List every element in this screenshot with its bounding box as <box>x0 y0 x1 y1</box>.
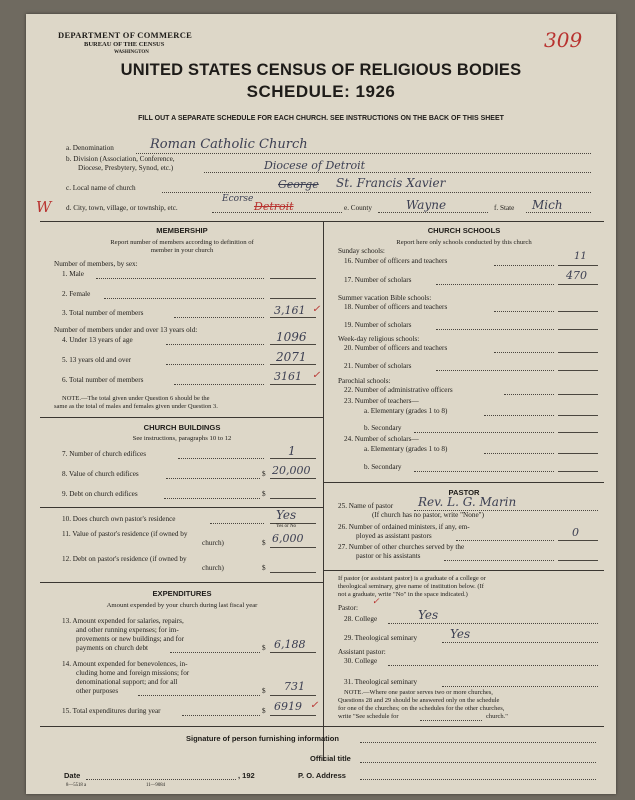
signature-label: Signature of person furnishing information <box>186 734 339 743</box>
education-note-1: If pastor (or assistant pastor) is a graduate of a college or <box>338 575 486 582</box>
q18-dots <box>494 311 554 312</box>
q24a-label: a. Elementary (grades 1 to 8) <box>364 445 448 453</box>
q9-label: 9. Debt on church edifices <box>62 490 138 498</box>
q26-dots <box>456 540 554 541</box>
q26-answer-line <box>558 540 598 541</box>
q6-check-icon: ✓ <box>312 370 321 381</box>
q5-answer-line <box>270 364 316 365</box>
q20-label: 20. Number of officers and teachers <box>344 344 448 352</box>
q8-dollar: $ <box>262 470 266 478</box>
denomination-label: a. Denomination <box>66 144 114 152</box>
expenditures-title: EXPENDITURES <box>152 589 212 598</box>
q14-dots <box>138 695 260 696</box>
q13-value: 6,188 <box>274 638 306 651</box>
q17-label: 17. Number of scholars <box>344 276 412 284</box>
q19-label: 19. Number of scholars <box>344 321 412 329</box>
summer-label: Summer vacation Bible schools: <box>338 294 432 302</box>
pastor-note-3: for one of the churches; on the schedules for the other churches, <box>338 705 505 712</box>
division-line <box>204 172 591 173</box>
education-note-2: theological seminary, give name of institution below. (If <box>338 583 484 590</box>
q11-label-1: 11. Value of pastor's residence (if owned by <box>62 530 188 538</box>
q20-answer-line <box>558 352 598 353</box>
q3-check-icon: ✓ <box>312 304 321 315</box>
margin-mark: W <box>36 198 52 216</box>
q5-value: 2071 <box>276 350 307 364</box>
census-schedule-sheet <box>26 14 616 794</box>
q10-dots <box>210 523 264 524</box>
q10-hint: Yes or No <box>276 524 297 529</box>
denomination-value: Roman Catholic Church <box>150 137 308 152</box>
q15-label: 15. Total expenditures during year <box>62 707 161 715</box>
q15-check-icon: ✓ <box>310 700 319 711</box>
city-label: WASHINGTON <box>114 50 149 55</box>
q21-label: 21. Number of scholars <box>344 362 412 370</box>
q13-label-4: payments on church debt <box>76 644 149 652</box>
q20-dots <box>494 352 554 353</box>
q13-dots <box>170 652 260 653</box>
q19-answer-line <box>558 329 598 330</box>
q10-value: Yes <box>276 508 297 522</box>
q4-dots <box>166 344 264 345</box>
q17-answer-line <box>558 284 598 285</box>
pastor-mark: ✓ <box>372 597 380 607</box>
q26-value: 0 <box>572 526 579 539</box>
q4-value: 1096 <box>276 330 307 344</box>
q13-dollar: $ <box>262 644 266 652</box>
division-value: Diocese of Detroit <box>264 159 366 172</box>
q24a-dots <box>484 453 554 454</box>
state-value: Mich <box>532 198 563 212</box>
local-name-value: St. Francis Xavier <box>336 176 446 190</box>
q23a-dots <box>484 415 554 416</box>
membership-note-2: same as the total of males and females given under Question 3. <box>54 403 218 410</box>
county-value: Wayne <box>406 198 447 212</box>
q23a-answer-line <box>558 415 598 416</box>
q6-label: 6. Total number of members <box>62 376 144 384</box>
q3-answer-line <box>270 317 316 318</box>
q22-label: 22. Number of administrative officers <box>344 386 453 394</box>
q29-dots <box>442 642 598 643</box>
q30-label: 30. College <box>344 657 378 665</box>
q23b-dots <box>414 432 554 433</box>
q17-value: 470 <box>566 269 587 282</box>
page-number: 309 <box>544 28 583 52</box>
q7-label: 7. Number of church edifices <box>62 450 147 458</box>
q4-label: 4. Under 13 years of age <box>62 336 133 344</box>
q11-dollar: $ <box>262 539 266 547</box>
membership-subtitle-1: Report number of members according to definition of <box>110 239 254 246</box>
q23-label: 23. Number of teachers— <box>344 397 419 405</box>
q18-answer-line <box>558 311 598 312</box>
lower-rule <box>40 726 604 727</box>
q12-label-2: church) <box>202 564 224 572</box>
bureau-label: BUREAU OF THE CENSUS <box>84 41 165 48</box>
q31-dots <box>442 686 598 687</box>
q16-value: 11 <box>574 251 587 262</box>
q2-dots <box>104 298 264 299</box>
po-address-label: P. O. Address <box>298 771 346 780</box>
form-code-1: 8—5518 a <box>66 783 87 788</box>
division-label-2: Diocese, Presbytery, Synod, etc.) <box>78 164 174 172</box>
q23b-label: b. Secondary <box>364 424 402 432</box>
buildings-title: CHURCH BUILDINGS <box>143 423 221 432</box>
expenditures-subtitle: Amount expended by your church during last fiscal year <box>106 602 258 609</box>
q28-label: 28. College <box>344 615 378 623</box>
buildings-bottom-rule <box>40 582 323 583</box>
q21-answer-line <box>558 370 598 371</box>
q1-answer-line <box>270 278 316 279</box>
q19-dots <box>436 329 554 330</box>
q10-label: 10. Does church own pastor's residence <box>62 515 176 523</box>
q27-label-2: pastor or his assistants <box>356 552 421 560</box>
by-sex-label: Number of members, by sex: <box>54 260 138 268</box>
q13-answer-line <box>270 652 316 653</box>
q7-answer-line <box>270 458 316 459</box>
q18-label: 18. Number of officers and teachers <box>344 303 448 311</box>
state-line <box>526 212 591 213</box>
parochial-label: Parochial schools: <box>338 377 391 385</box>
pastor-label: Pastor: <box>338 604 358 612</box>
membership-title: MEMBERSHIP <box>156 226 208 235</box>
pastor-note-dots <box>420 720 482 721</box>
q7-value: 1 <box>288 444 296 458</box>
q9-dollar: $ <box>262 490 266 498</box>
q26-label-1: 26. Number of ordained ministers, if any, em- <box>338 523 470 531</box>
q14-value: 731 <box>284 680 305 693</box>
q11-answer-line <box>270 547 316 548</box>
q24b-label: b. Secondary <box>364 463 402 471</box>
q3-value: 3,161 <box>274 304 306 317</box>
schools-title: CHURCH SCHOOLS <box>427 226 501 235</box>
county-line <box>378 212 488 213</box>
q31-label: 31. Theological seminary <box>344 678 418 686</box>
q28-value: Yes <box>418 608 439 622</box>
q22-dots <box>504 394 554 395</box>
q1-dots <box>96 278 264 279</box>
year-label: , 192 <box>238 771 255 780</box>
membership-note-1: NOTE.—The total given under Question 6 should be the <box>62 395 210 402</box>
q14-dollar: $ <box>262 687 266 695</box>
q15-dollar: $ <box>262 707 266 715</box>
q24a-answer-line <box>558 453 598 454</box>
education-note-3: not a graduate, write "No" in the space indicated.) <box>338 591 468 598</box>
q15-answer-line <box>270 715 316 716</box>
q4-answer-line <box>270 344 316 345</box>
q16-dots <box>494 265 554 266</box>
buildings-subtitle: See instructions, paragraphs 10 to 12 <box>132 435 232 442</box>
instruction-line: FILL OUT A SEPARATE SCHEDULE FOR EACH CHURCH. SEE INSTRUCTIONS ON THE BACK OF THIS SHEET <box>138 115 504 122</box>
q14-label-1: 14. Amount expended for benevolences, in- <box>62 660 188 668</box>
top-rule <box>40 221 604 222</box>
q6-answer-line <box>270 384 316 385</box>
q11-label-2: church) <box>202 539 224 547</box>
q14-label-4: other purposes <box>76 687 119 695</box>
q27-dots <box>444 560 554 561</box>
q15-value: 6919 <box>274 700 302 713</box>
q25-value: Rev. L. G. Marin <box>418 495 517 509</box>
q6-value: 3161 <box>274 370 302 383</box>
q6-dots <box>174 384 264 385</box>
q24b-dots <box>414 471 554 472</box>
q14-answer-line <box>270 695 316 696</box>
pastor-note-4: write "See schedule for <box>338 713 399 720</box>
q3-label: 3. Total number of members <box>62 309 144 317</box>
division-label-1: b. Division (Association, Conference, <box>66 155 175 163</box>
q9-dots <box>164 498 260 499</box>
po-address-line[interactable] <box>360 779 596 780</box>
q29-value: Yes <box>450 627 471 641</box>
city-struck: Detroit <box>254 200 294 213</box>
q16-answer-line <box>558 265 598 266</box>
q2-answer-line <box>270 298 316 299</box>
date-label: Date <box>64 771 81 780</box>
local-name-label: c. Local name of church <box>66 184 136 192</box>
q13-label-3: provements or new buildings; and for <box>76 635 184 643</box>
pastor-note-1: NOTE.—Where one pastor serves two or more churches, <box>344 689 493 696</box>
q28-dots <box>388 623 598 624</box>
q8-answer-line <box>270 478 316 479</box>
assistant-pastor-label: Assistant pastor: <box>338 648 386 656</box>
pastor-note-2: Questions 28 and 29 should be answered only on the schedule <box>338 697 500 704</box>
q24b-answer-line <box>558 471 598 472</box>
department-label: DEPARTMENT OF COMMERCE <box>58 30 193 40</box>
sunday-label: Sunday schools: <box>338 247 385 255</box>
q3-dots <box>174 317 264 318</box>
q12-label-1: 12. Debt on pastor's residence (if owned by <box>62 555 187 563</box>
county-label: e. County <box>344 204 372 212</box>
membership-subtitle-2: member in your church <box>150 247 214 254</box>
state-label: f. State <box>494 204 515 212</box>
q14-label-2: cluding home and foreign missions; for <box>76 669 190 677</box>
city-label-field: d. City, town, village, or township, etc. <box>66 204 178 212</box>
schedule-title: SCHEDULE: 1926 <box>246 82 396 101</box>
q17-dots <box>436 284 554 285</box>
date-line[interactable] <box>86 779 236 780</box>
denomination-line <box>136 153 591 154</box>
form-code-2: 11—9084 <box>146 783 166 788</box>
q8-label: 8. Value of church edifices <box>62 470 139 478</box>
form-title: UNITED STATES CENSUS OF RELIGIOUS BODIES <box>120 61 522 79</box>
q30-dots <box>388 665 598 666</box>
q25-label: 25. Name of pastor <box>338 502 394 510</box>
pastor-title: PASTOR <box>448 488 480 497</box>
q11-value: 6,000 <box>272 532 304 545</box>
pastor-note-5: church." <box>486 713 508 720</box>
schools-bottom-rule <box>323 482 604 483</box>
q16-label: 16. Number of officers and teachers <box>344 257 448 265</box>
q14-label-3: denominational support; and for all <box>76 678 178 686</box>
by-age-label: Number of members under and over 13 years old: <box>54 326 198 334</box>
q2-label: 2. Female <box>62 290 91 298</box>
q24-label: 24. Number of scholars— <box>344 435 419 443</box>
schools-subtitle: Report here only schools conducted by this church <box>396 239 532 246</box>
q7-dots <box>178 458 264 459</box>
q25-hint: (If church has no pastor, write "None") <box>372 511 484 519</box>
q15-dots <box>182 715 260 716</box>
q12-answer-line <box>270 572 316 573</box>
q26-label-2: ployed as assistant pastors <box>356 532 432 540</box>
weekday-label: Week-day religious schools: <box>338 335 420 343</box>
membership-bottom-rule <box>40 417 323 418</box>
q12-dollar: $ <box>262 564 266 572</box>
q5-dots <box>166 364 264 365</box>
q5-label: 5. 13 years old and over <box>62 356 132 364</box>
q23b-answer-line <box>558 432 598 433</box>
local-name-line <box>162 192 591 193</box>
signature-line[interactable] <box>360 742 596 743</box>
q27-answer-line <box>558 560 598 561</box>
official-title-line[interactable] <box>360 762 596 763</box>
q13-label-2: and other running expenses; for im- <box>76 626 179 634</box>
city-value: Ecorse <box>222 194 254 204</box>
q8-dots <box>166 478 260 479</box>
pastor-mid-rule <box>323 570 604 571</box>
q1-label: 1. Male <box>62 270 84 278</box>
q27-label-1: 27. Number of other churches served by the <box>338 543 465 551</box>
q21-dots <box>436 370 554 371</box>
local-name-struck: George <box>278 178 319 191</box>
q22-answer-line <box>558 394 598 395</box>
q23a-label: a. Elementary (grades 1 to 8) <box>364 407 448 415</box>
q8-value: 20,000 <box>272 464 311 477</box>
q13-label-1: 13. Amount expended for salaries, repairs, <box>62 617 184 625</box>
official-title-label: Official title <box>310 754 351 763</box>
q29-label: 29. Theological seminary <box>344 634 418 642</box>
q9-answer-line <box>270 498 316 499</box>
